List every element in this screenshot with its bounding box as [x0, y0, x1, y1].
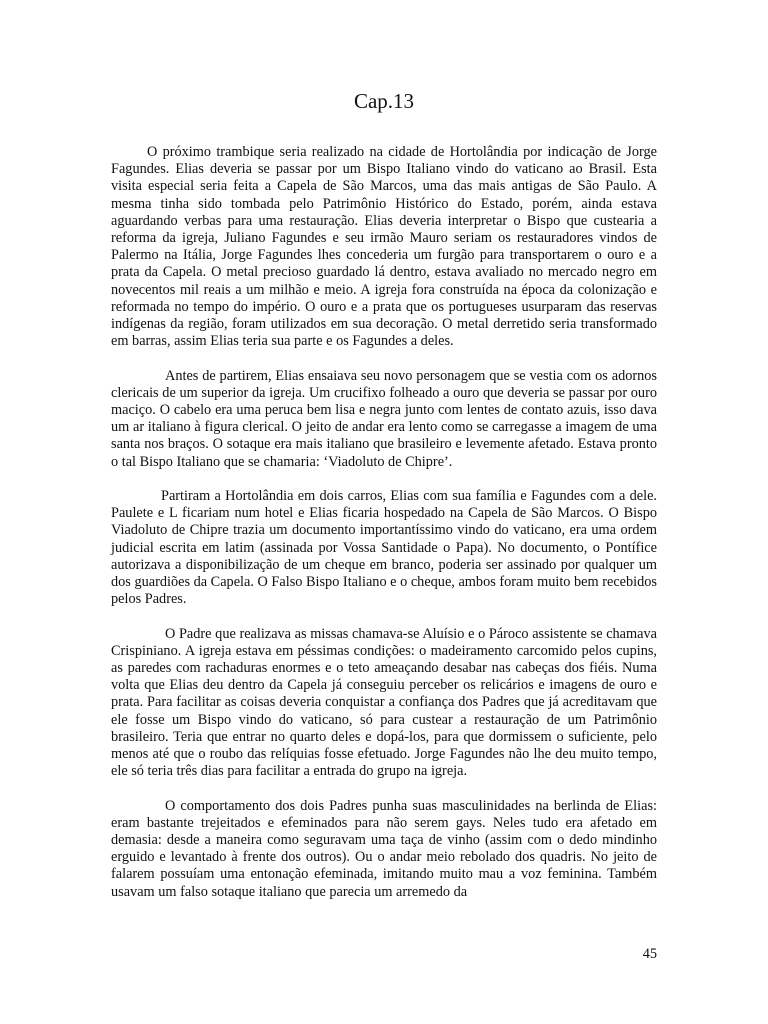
page-number: 45 [642, 946, 657, 962]
paragraph-2: Antes de partirem, Elias ensaiava seu novo personagem que se vestia com os adornos clericais de um superior da igreja. Um crucifixo folheado a ouro que deveria se passar por ouro maciço. O cabelo era uma peruca bem lisa e negra junto com lentes de contato azuis, isso dava um ar italiano à figura clerical. O jeito de andar era lento como se carregasse a imagem de uma santa nos braços. O sotaque era mais italiano que brasileiro e levemente afetado. Estava pronto o tal Bispo Italiano que se chamaria: ‘Viadoluto de Chipre’. [111, 367, 657, 470]
paragraph-5: O comportamento dos dois Padres punha suas masculinidades na berlinda de Elias: eram bastante trejeitados e efeminados para não serem gays. Neles tudo era afetado em demasia: desde a maneira como seguravam uma taça de vinho (assim com o dedo mindinho erguido e levantado à frente dos outros). Ou o andar meio rebolado dos quadris. No jeito de falarem possuíam uma entonação efeminada, imitando muito mau a voz feminina. Também usavam um falso sotaque italiano que parecia um arremedo da [111, 797, 657, 900]
paragraph-3: Partiram a Hortolândia em dois carros, Elias com sua família e Fagundes com a dele. Paulete e L ficariam num hotel e Elias ficaria hospedado na Capela de São Marcos. O Bispo Viadoluto de Chipre trazia um documento importantíssimo vindo do vaticano, era uma ordem judicial escrita em latim (assinada por Vossa Santidade o Papa). No documento, o Pontífice autorizava a disponibilização de um cheque em branco, poderia ser assinado por qualquer um dos guardiões da Capela. O Falso Bispo Italiano e o cheque, ambos foram muito bem recebidos pelos Padres. [111, 488, 657, 608]
chapter-body [111, 144, 657, 901]
chapter-title: Cap.13 [353, 89, 415, 113]
paragraph-1: O próximo trambique seria realizado na cidade de Hortolândia por indicação de Jorge Fagundes. Elias deveria se passar por um Bispo Italiano vindo do vaticano ao Brasil. Esta visita especial seria feita a Capela de São Marcos, uma das mais antigas de São Paulo. A mesma tinha sido tombada pelo Patrimônio Histórico do Estado, porém, ainda estava aguardando verbas para uma restauração. Elias deveria interpretar o Bispo que custearia a reforma da igreja, Juliano Fagundes e seu irmão Mauro seriam os restauradores vindos de Palermo na Itália, Jorge Fagundes lhes concederia um furgão para transportarem o ouro e a prata da Capela. O metal precioso guardado lá dentro, estava avaliado no mercado negro em novecentos mil reais a um milhão e meio. A igreja fora construída na época da colonização e reformada no tempo do império. O ouro e a prata que os portugueses usurparam das reservas indígenas da região, foram utilizados em sua decoração. O metal derretido seria transformado em barras, assim Elias teria sua parte e os Fagundes a deles. [111, 144, 657, 350]
paragraph-4: O Padre que realizava as missas chamava-se Aluísio e o Pároco assistente se chamava Crispiniano. A igreja estava em péssimas condições: o madeiramento carcomido pelos cupins, as paredes com rachaduras enormes e o teto ameaçando desabar nas cabeças dos fiéis. Numa volta que Elias deu dentro da Capela já conseguiu perceber os relicários e imagens de ouro e prata. Para facilitar as coisas deveria conquistar a confiança dos Padres que já acreditavam que ele fosse um Bispo vindo do vaticano, só para custear a restauração de um Patrimônio brasileiro. Teria que entrar no quarto deles e dopá-los, para que dormissem o suficiente, pelo menos até que o roubo das relíquias fosse efetuado. Jorge Fagundes não lhe deu muito tempo, ele só teria três dias para facilitar a entrada do grupo na igreja. [111, 625, 657, 780]
